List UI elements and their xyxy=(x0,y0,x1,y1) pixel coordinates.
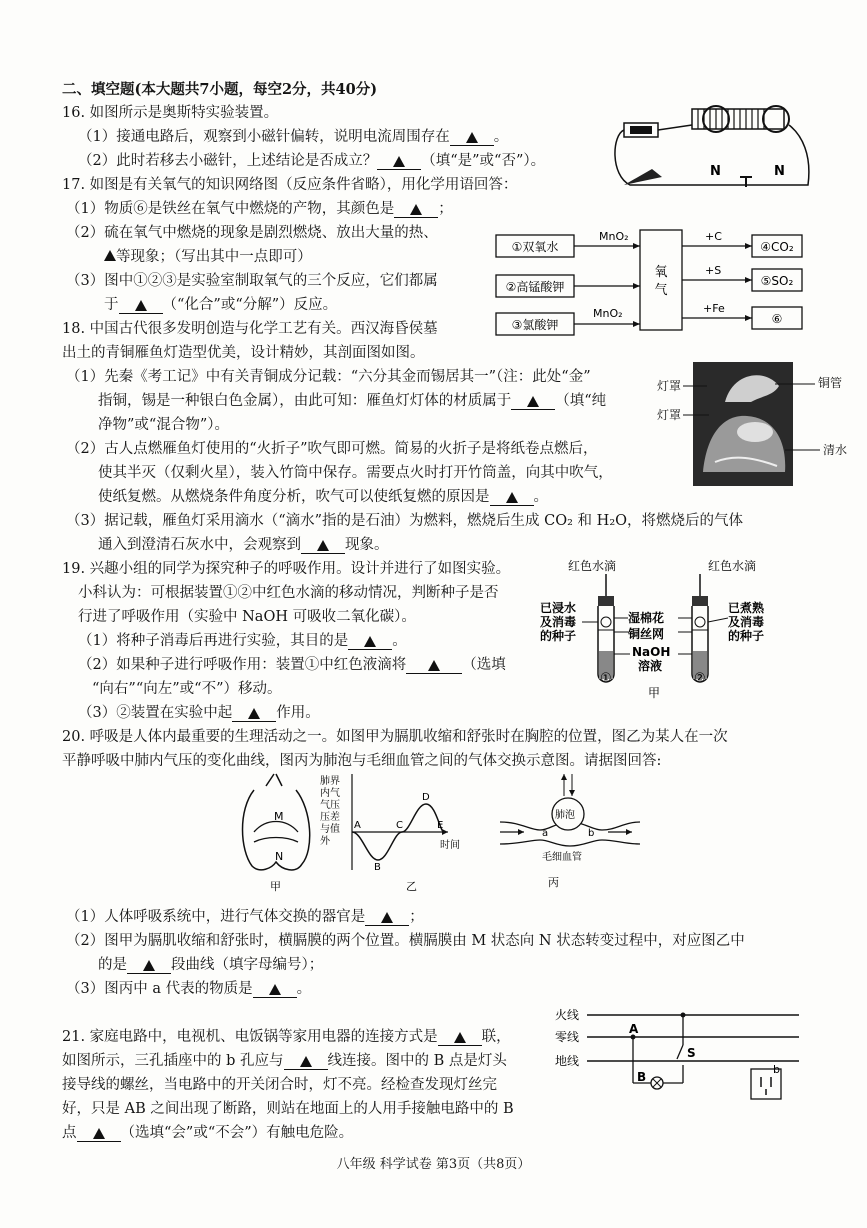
answer-blank[interactable] xyxy=(394,201,438,218)
q20-part2-line1: （2）图甲为膈肌收缩和舒张时，横膈膜的两个位置。横膈膜由 M 状态向 N 状态转变过程中，对应图乙中 xyxy=(66,933,745,949)
q21-line3: 接导线的螺丝，当电路中的开关闭合时，灯不亮。经检查发现灯丝完 xyxy=(62,1077,497,1093)
answer-blank[interactable] xyxy=(232,705,276,722)
triangle-icon xyxy=(300,1056,312,1067)
label-copper-tube: 铜管 xyxy=(818,376,843,390)
label-copper-mesh: 铜丝网 xyxy=(628,627,665,641)
q18-part2-line1: （2）古人点燃雁鱼灯使用的“火折子”吹气即可燃。简易的火折子是将纸卷点燃后， xyxy=(66,441,598,457)
caption-jia: 甲 xyxy=(648,686,661,700)
section-title: 二、填空题(本大题共7小题，每空2分，共40分) xyxy=(62,81,378,98)
oersted-apparatus-figure xyxy=(612,95,812,195)
label-soaked-1: 已浸水 xyxy=(540,601,577,615)
answer-blank[interactable] xyxy=(284,1053,328,1070)
label-neutral-wire: 零线 xyxy=(555,1030,580,1044)
q18-part3-line2: 通入到澄清石灰水中，会观察到 现象。 xyxy=(98,537,389,553)
answer-blank[interactable] xyxy=(77,1125,121,1142)
answer-blank[interactable] xyxy=(348,633,392,650)
ylabel-3: 气压 xyxy=(320,800,340,811)
triangle-icon xyxy=(393,156,405,167)
switch-S: S xyxy=(687,1046,696,1060)
triangle-icon xyxy=(428,660,440,671)
triangle-icon xyxy=(248,708,260,719)
label-lamp-shade: 灯罩 xyxy=(657,408,682,422)
product-6: ⑥ xyxy=(771,312,783,326)
answer-blank[interactable] xyxy=(511,393,555,410)
triangle-icon xyxy=(527,396,539,407)
svg-text:气: 气 xyxy=(654,283,668,298)
answer-blank[interactable] xyxy=(490,489,534,506)
q20-part3: （3）图丙中 a 代表的物质是 。 xyxy=(66,981,312,997)
socket-hole-b: b xyxy=(773,1063,780,1076)
q16-stem: 16. 如图所示是奥斯特实验装置。 xyxy=(62,105,279,121)
q21-line1: 21. 家庭电路中，电视机、电饭锅等家用电器的连接方式是 联， xyxy=(62,1029,511,1045)
svg-text:N: N xyxy=(774,164,785,179)
ylabel-6: 外 xyxy=(320,836,330,847)
answer-blank[interactable] xyxy=(450,129,494,146)
q18-stem-line2: 出土的青铜雁鱼灯造型优美，设计精妙，其剖面图如图。 xyxy=(62,345,425,361)
household-circuit-figure xyxy=(555,1005,805,1105)
oxygen-network-diagram xyxy=(495,220,855,340)
q20-part2-line2: 的是 段曲线（填字母编号）； xyxy=(98,957,324,973)
q19-s3: 行进了呼吸作用（实验中 NaOH 可吸收二氧化碳）。 xyxy=(78,609,416,625)
answer-blank[interactable] xyxy=(253,981,297,998)
q18-part2-line2: 使其半灭（仅剩火星），装入竹筒中保存。需要点火时打开竹筒盖，向其中吹气， xyxy=(98,465,613,481)
triangle-icon xyxy=(381,912,393,923)
label-M: M xyxy=(274,810,284,823)
ylabel-5: 与值 xyxy=(320,824,340,835)
add-iron: +Fe xyxy=(703,302,725,315)
answer-blank[interactable] xyxy=(365,909,409,926)
q16-part1: （1）接通电路后，观察到小磁针偏转，说明电流周围存在 。 xyxy=(78,129,509,145)
q20-part1: （1）人体呼吸系统中，进行气体交换的器官是 ； xyxy=(66,909,424,925)
goose-fish-lamp-photo xyxy=(655,362,860,490)
label-soaked-3: 的种子 xyxy=(540,629,577,643)
answer-blank[interactable] xyxy=(119,297,163,314)
q18-part3-line1: （3）据记载，雁鱼灯采用滴水（“滴水”指的是石油）为燃料，燃烧后生成 CO₂ 和 H₂O，将燃烧后的气体 xyxy=(66,513,744,529)
ylabel-2: 内气 xyxy=(320,788,340,799)
add-sulfur: +S xyxy=(705,264,722,277)
q21-line5: 点 （选填“会”或“不会”）有触电危险。 xyxy=(62,1125,354,1141)
q17-part2-line1: （2）硫在氧气中燃烧的现象是剧烈燃烧、放出大量的热、 xyxy=(66,225,438,241)
triangle-icon xyxy=(143,960,155,971)
triangle-icon xyxy=(104,250,116,261)
label-boiled-2: 及消毒 xyxy=(728,615,765,629)
answer-blank[interactable] xyxy=(377,153,421,170)
q19-part2-line1: （2）如果种子进行呼吸作用：装置①中红色液滴将 （选填 xyxy=(78,657,506,673)
q18-part2-line3: 使纸复燃。从燃烧条件角度分析，吹气可以使纸复燃的原因是 。 xyxy=(98,489,548,505)
q19-stem: 19. 兴趣小组的同学为探究种子的呼吸作用。设计并进行了如图实验。 xyxy=(62,561,511,577)
label-naoh: NaOH xyxy=(632,645,671,659)
point-E: E xyxy=(437,820,444,831)
answer-blank[interactable] xyxy=(127,957,171,974)
q19-s2: 小科认为：可根据装置①②中红色水滴的移动情况，判断种子是否 xyxy=(78,585,499,601)
ylabel-1: 肺界 xyxy=(320,776,340,787)
product-5: ⑤SO₂ xyxy=(760,274,794,288)
reactant-1: ①双氧水 xyxy=(511,240,559,254)
q20-stem-line2: 平静呼吸中肺内气压的变化曲线，图丙为肺泡与毛细血管之间的气体交换示意图。请据图回答: xyxy=(62,753,662,769)
q19-part3: （3）②装置在实验中起 作用。 xyxy=(78,705,320,721)
label-ground-wire: 地线 xyxy=(555,1054,580,1068)
q17-part3-line2: 于 （“化合”或“分解”）反应。 xyxy=(104,297,338,313)
label-boiled-3: 的种子 xyxy=(728,629,765,643)
point-A: A xyxy=(629,1022,639,1036)
catalyst-3: MnO₂ xyxy=(593,307,623,320)
add-carbon: +C xyxy=(705,230,722,243)
triangle-icon xyxy=(269,984,281,995)
svg-text:N: N xyxy=(710,164,721,179)
label-cotton: 湿棉花 xyxy=(628,611,665,625)
label-N: N xyxy=(275,850,284,863)
q17-part1: （1）物质⑥是铁丝在氧气中燃烧的产物，其颜色是 ； xyxy=(66,201,453,217)
catalyst-1: MnO₂ xyxy=(599,230,629,243)
label-live-wire: 火线 xyxy=(555,1008,580,1022)
label-b: b xyxy=(588,828,595,839)
triangle-icon xyxy=(364,636,376,647)
q18-part1-line3: 净物”或“混合物”）。 xyxy=(98,417,229,433)
triangle-icon xyxy=(454,1032,466,1043)
q18-stem-line1: 18. 中国古代很多发明创造与化学工艺有关。西汉海昏侯墓 xyxy=(62,321,438,337)
q19-part1: （1）将种子消毒后再进行实验，其目的是 。 xyxy=(78,633,407,649)
answer-blank[interactable] xyxy=(301,537,345,554)
caption-jia: 甲 xyxy=(270,880,281,893)
q19-part2-line2: “向右”“向左”或“不”）移动。 xyxy=(92,681,282,697)
label-red-drop-2: 红色水滴 xyxy=(708,559,757,573)
answer-blank[interactable] xyxy=(438,1029,482,1046)
answer-blank[interactable] xyxy=(406,657,462,674)
product-4: ④CO₂ xyxy=(760,240,794,254)
label-device-2: ② xyxy=(694,671,706,686)
point-B: B xyxy=(637,1070,647,1084)
label-capillary: 毛细血管 xyxy=(542,852,582,863)
caption-bing: 丙 xyxy=(548,876,559,889)
q21-line2: 如图所示，三孔插座中的 b 孔应与 线连接。图中的 B 点是灯头 xyxy=(62,1053,507,1069)
seed-respiration-apparatus xyxy=(538,556,788,701)
caption-yi: 乙 xyxy=(406,880,417,893)
label-boiled-1: 已煮熟 xyxy=(728,601,765,615)
xlabel-time: 时间 xyxy=(440,840,460,851)
triangle-icon xyxy=(135,300,147,311)
page-footer: 八年级 科学试卷 第3页（共8页） xyxy=(336,1157,531,1172)
q20-stem-line1: 20. 呼吸是人体内最重要的生理活动之一。如图甲为膈肌收缩和舒张时在胸腔的位置，图乙为某人在一次 xyxy=(62,729,728,745)
respiration-figures xyxy=(230,770,650,895)
label-device-1: ① xyxy=(600,671,612,686)
label-solution: 溶液 xyxy=(638,659,663,673)
point-C: C xyxy=(396,820,403,831)
q21-line4: 好，只是 AB 之间出现了断路，则站在地面上的人用手接触电路中的 B xyxy=(62,1101,514,1117)
q16-part2: （2）此时若移去小磁针，上述结论是否成立？ （填“是”或“否”）。 xyxy=(78,153,546,169)
label-soaked-2: 及消毒 xyxy=(540,615,577,629)
label-water: 清水 xyxy=(823,443,848,457)
triangle-icon xyxy=(93,1128,105,1139)
q18-part1-line1: （1）先秦《考工记》中有关青铜成分记载：“六分其金而锡居其一”（注：此处“金” xyxy=(66,369,591,385)
reactant-3: ③氯酸钾 xyxy=(511,318,559,332)
point-A: A xyxy=(354,820,361,831)
triangle-icon xyxy=(317,540,329,551)
reactant-2: ②高锰酸钾 xyxy=(505,280,565,294)
point-B: B xyxy=(374,862,381,873)
q17-part2-line2: 等现象；（写出其中一点即可） xyxy=(104,247,312,267)
q17-stem: 17. 如图是有关氧气的知识网络图（反应条件省略），用化学用语回答： xyxy=(62,177,518,193)
triangle-icon xyxy=(410,204,422,215)
q18-part1-line2: 指铜，锡是一种银白色金属），由此可知：雁鱼灯灯体的材质属于 （填“纯 xyxy=(98,393,607,409)
label-a: a xyxy=(542,828,549,839)
triangle-icon xyxy=(506,492,518,503)
svg-text:氧: 氧 xyxy=(654,265,668,280)
q17-part3-line1: （3）图中①②③是实验室制取氧气的三个反应，它们都属 xyxy=(66,273,438,289)
ylabel-4: 压差 xyxy=(320,812,340,823)
label-red-drop-1: 红色水滴 xyxy=(568,559,617,573)
triangle-icon xyxy=(466,132,478,143)
label-lamp-shade-top: 灯罩 xyxy=(657,379,682,393)
point-D: D xyxy=(422,792,430,803)
label-alveolus: 肺泡 xyxy=(555,810,575,821)
